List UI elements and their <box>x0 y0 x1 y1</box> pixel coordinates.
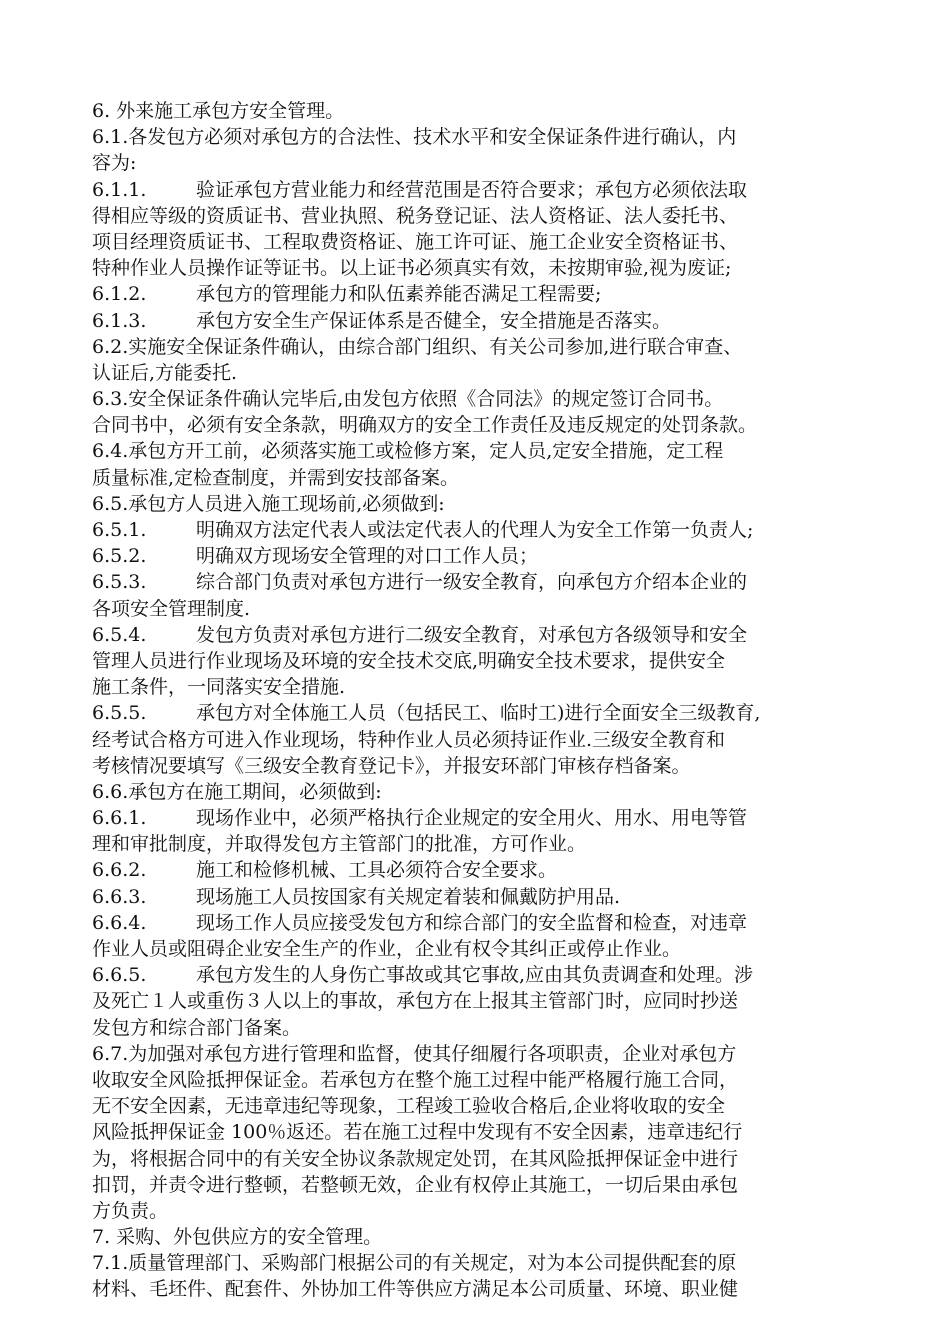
text-line <box>92 1041 862 1067</box>
clause-number: 6.5.2. <box>92 545 147 568</box>
text-line <box>92 596 862 622</box>
clause-text: 承包方的管理能力和队伍素养能否满足工程需要; <box>196 283 602 306</box>
text-line <box>92 1093 862 1119</box>
text-line <box>92 308 862 334</box>
clause-text: 为加强对承包方进行管理和监督，使其仔细履行各项职责，企业对承包方 <box>128 1042 737 1065</box>
text-line <box>92 936 862 962</box>
text-line <box>92 203 862 229</box>
text-line <box>92 438 862 464</box>
clause-text: 施工和检修机械、工具必须符合安全要求。 <box>196 859 558 882</box>
text-line <box>92 910 862 936</box>
clause-number: 6.5.3. <box>92 571 147 594</box>
clause-number: 6.3. <box>92 388 129 411</box>
clause-text: 各项安全管理制度. <box>92 597 251 620</box>
clause-number: 6. <box>92 100 111 122</box>
text-line <box>92 98 862 124</box>
text-line <box>92 465 862 491</box>
text-line <box>92 255 862 281</box>
text-line <box>92 150 862 176</box>
clause-text: 无不安全因素，无违章违纪等现象，工程竣工验收合格后,企业将收取的安全 <box>92 1095 726 1118</box>
text-line <box>92 1224 862 1250</box>
text-line <box>92 229 862 255</box>
text-line <box>92 857 862 883</box>
text-line <box>92 1067 862 1093</box>
clause-text: 考核情况要填写《三级安全教育登记卡》，并报安环部门审核存档备案。 <box>92 754 691 777</box>
clause-text: 现场工作人员应接受发包方和综合部门的安全监督和检查，对违章 <box>196 911 748 934</box>
text-line <box>92 622 862 648</box>
text-line <box>92 334 862 360</box>
clause-text: 理和审批制度，并取得发包方主管部门的批准，方可作业。 <box>92 833 587 856</box>
clause-number: 6.6.2. <box>92 859 147 882</box>
clause-text: 收取安全风险抵押保证金。若承包方在整个施工过程中能严格履行施工合同， <box>92 1068 739 1091</box>
text-line <box>92 988 862 1014</box>
text-line <box>92 1250 862 1276</box>
clause-text: 发包方和综合部门备案。 <box>92 1016 302 1039</box>
clause-number: 6.1.1. <box>92 178 147 201</box>
clause-text: 得相应等级的资质证书、营业执照、税务登记证、法人资格证、法人委托书、 <box>92 204 739 227</box>
clause-number: 6.1.3. <box>92 309 147 332</box>
clause-text: 承包方人员进入施工现场前,必须做到: <box>128 492 445 515</box>
text-line <box>92 1276 862 1302</box>
clause-number: 6.2. <box>92 335 129 358</box>
clause-text: 明确双方法定代表人或法定代表人的代理人为安全工作第一负责人; <box>196 519 754 541</box>
clause-text: 管理人员进行作业现场及环境的安全技术交底,明确安全技术要求，提供安全 <box>92 649 726 672</box>
text-line <box>92 281 862 307</box>
clause-text: 材料、毛坯件、配套件、外协加工件等供应方满足本公司质量、环境、职业健 <box>92 1278 739 1301</box>
text-line <box>92 1146 862 1172</box>
document-body <box>92 98 862 1303</box>
clause-text: 实施安全保证条件确认，由综合部门组织、有关公司参加,进行联合审查、 <box>128 335 743 358</box>
text-line <box>92 884 862 910</box>
clause-text: 作业人员或阻碍企业安全生产的作业，企业有权令其纠正或停止作业。 <box>92 938 682 960</box>
clause-text: 质量管理部门、采购部门根据公司的有关规定，对为本公司提供配套的原 <box>128 1252 737 1275</box>
clause-number: 6.6.1. <box>92 807 147 830</box>
clause-number: 7.1. <box>92 1252 129 1275</box>
clause-number: 6.7. <box>92 1042 129 1065</box>
clause-text: 承包方安全生产保证体系是否健全，安全措施是否落实。 <box>196 309 672 332</box>
text-line <box>92 831 862 857</box>
text-line <box>92 727 862 753</box>
text-line <box>92 543 862 569</box>
clause-text: 现场施工人员按国家有关规定着装和佩戴防护用品. <box>196 885 621 908</box>
clause-text: 承包方在施工期间，必须做到: <box>128 780 382 803</box>
clause-text: 合同书中，必须有安全条款，明确双方的安全工作责任及违反规定的处罚条款。 <box>92 414 758 437</box>
clause-text: 现场作业中，必须严格执行企业规定的安全用火、用水、用电等管 <box>196 807 748 830</box>
clause-text: 经考试合格方可进入作业现场，特种作业人员必须持证作业.三级安全教育和 <box>92 728 726 751</box>
text-line <box>92 1198 862 1224</box>
text-line <box>92 753 862 779</box>
clause-text: 外来施工承包方安全管理。 <box>110 100 345 122</box>
clause-text: 容为: <box>92 152 137 175</box>
clause-number: 6.1.2. <box>92 283 147 306</box>
clause-text: 采购、外包供应方的安全管理。 <box>110 1226 383 1249</box>
text-line <box>92 962 862 988</box>
clause-number: 6.6. <box>92 780 129 803</box>
clause-text: 明确双方现场安全管理的对口工作人员； <box>196 545 539 568</box>
text-line <box>92 1015 862 1041</box>
clause-number: 6.5.5. <box>92 702 147 725</box>
clause-text: 综合部门负责对承包方进行一级安全教育，向承包方介绍本企业的 <box>196 571 748 594</box>
clause-text: 安全保证条件确认完毕后,由发包方依照《合同法》的规定签订合同书。 <box>128 388 724 411</box>
text-line <box>92 648 862 674</box>
text-line <box>92 124 862 150</box>
text-line <box>92 1172 862 1198</box>
text-line <box>92 569 862 595</box>
clause-number: 6.4. <box>92 440 129 463</box>
clause-text: 验证承包方营业能力和经营范围是否符合要求；承包方必须依法取 <box>196 178 748 201</box>
text-line <box>92 674 862 700</box>
text-line <box>92 779 862 805</box>
text-line <box>92 491 862 517</box>
clause-text: 方负责。 <box>92 1199 169 1222</box>
text-line <box>92 177 862 203</box>
clause-number: 6.6.4. <box>92 911 147 934</box>
clause-number: 6.5.4. <box>92 623 147 646</box>
text-line <box>92 517 862 543</box>
text-line <box>92 412 862 438</box>
text-line <box>92 700 862 726</box>
clause-text: 项目经理资质证书、工程取费资格证、施工许可证、施工企业安全资格证书、 <box>92 230 739 253</box>
clause-text: 施工条件，一同落实安全措施. <box>92 676 346 699</box>
clause-text: 质量标准,定检查制度，并需到安技部备案。 <box>92 466 460 489</box>
clause-text: 扣罚，并责令进行整顿，若整顿无效，企业有权停止其施工，一切后果由承包 <box>92 1173 739 1196</box>
text-line <box>92 360 862 386</box>
clause-number: 6.5.1. <box>92 519 147 541</box>
clause-text: 及死亡１人或重伤３人以上的事故，承包方在上报其主管部门时，应同时抄送 <box>92 990 739 1013</box>
clause-text: 承包方发生的人身伤亡事故或其它事故,应由其负责调查和处理。涉 <box>196 964 754 987</box>
clause-number: 6.6.3. <box>92 885 147 908</box>
clause-number: 6.6.5. <box>92 964 147 987</box>
clause-text: 风险抵押保证金 100％返还。若在施工过程中发现有不安全因素，违章违纪行 <box>92 1121 743 1144</box>
text-line <box>92 805 862 831</box>
clause-number: 6.5. <box>92 492 129 515</box>
clause-text: 为，将根据合同中的有关安全协议条款规定处罚，在其风险抵押保证金中进行 <box>92 1147 739 1170</box>
clause-number: 6.1. <box>92 126 129 149</box>
clause-text: 各发包方必须对承包方的合法性、技术水平和安全保证条件进行确认，内 <box>128 126 737 149</box>
clause-text: 发包方负责对承包方进行二级安全教育，对承包方各级领导和安全 <box>196 623 748 646</box>
text-line <box>92 386 862 412</box>
text-line <box>92 1119 862 1145</box>
clause-number: 7. <box>92 1226 111 1249</box>
clause-text: 承包方开工前，必须落实施工或检修方案，定人员,定安全措施，定工程 <box>128 440 724 463</box>
clause-text: 承包方对全体施工人员（包括民工、临时工)进行全面安全三级教育, <box>196 702 761 725</box>
clause-text: 认证后,方能委托. <box>92 361 238 384</box>
clause-text: 特种作业人员操作证等证书。以上证书必须真实有效，未按期审验,视为废证; <box>92 257 732 280</box>
